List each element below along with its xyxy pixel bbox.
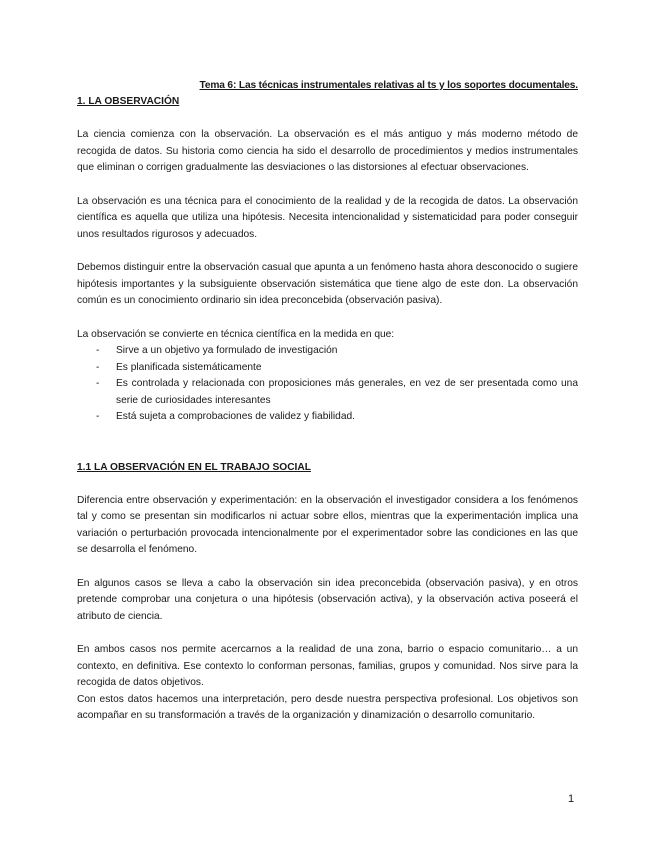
section-1-title: 1. LA OBSERVACIÓN [77, 96, 180, 107]
section-1-paragraph-1: La ciencia comienza con la observación. La observación es el más antiguo y más moderno método de recogida de datos. Su historia como ciencia ha sido el desarrollo de procedimientos y medios instrumentales que eliminan o corrigen gradualmente las desviaciones o las distorsiones al efectuar observaciones. [77, 129, 578, 173]
section-2-paragraph-2: En algunos casos se lleva a cabo la observación sin idea preconcebida (observación pasiva), y en otros pretende comprobar una conjetura o una hipótesis (observación activa), y la observación activa poseerá el atributo de ciencia. [77, 577, 578, 622]
section-1-paragraph-2: La observación es una técnica para el conocimiento de la realidad y de la recogida de datos. La observación científica es aquella que utiliza una hipótesis. Necesita intencionalidad y sistematicidad para poder conseguir unos resultados rigurosos y adecuados. [77, 195, 578, 240]
section-2-paragraph-1: Diferencia entre observación y experimentación: en la observación el investigador considera a los fenómenos tal y como se presentan sin modificarlos ni actuar sobre ellos, mientras que la experimentación implica una variación o perturbación provocada intencionalmente por el experimentador sobre las condiciones en las que se desarrolla el fenómeno. [77, 494, 578, 555]
list-item [77, 376, 578, 409]
document-header: Tema 6: Las técnicas instrumentales relativas al ts y los soportes documentales. [199, 80, 578, 91]
page-content [77, 78, 578, 725]
bullet-dash: - [96, 361, 100, 373]
bullet-dash: - [96, 411, 100, 422]
section-1-paragraph-3: Debemos distinguir entre la observación casual que apunta a un fenómeno hasta ahora desconocido o sugiere hipótesis importantes y la subsiguiente observación sistemática que tiene algo de este don. La observación común es un conocimiento ordinario sin idea preconcebida (observación pasiva). [77, 262, 578, 306]
list-item-text: Sirve a un objetivo ya formulado de investigación [116, 345, 338, 356]
section-2-paragraph-3: En ambos casos nos permite acercarnos a la realidad de una zona, barrio o espacio comunitario… a un contexto, en definitiva. Ese contexto lo conforman personas, familias, grupos y comunidad. Nos sirve para la recogida de datos objetivos. [77, 644, 578, 688]
list-intro: La observación se convierte en técnica científica en la medida en que: [77, 328, 395, 340]
page-number: 1 [568, 793, 575, 805]
list-item-text: Es planificada sistemáticamente [116, 361, 262, 373]
bullet-dash: - [96, 345, 100, 356]
list-item-text: Está sujeta a comprobaciones de validez y fiabilidad. [116, 411, 355, 422]
list-item [77, 360, 578, 377]
bullet-dash: - [96, 378, 100, 389]
list-item [77, 343, 578, 360]
section-2-paragraph-4: Con estos datos hacemos una interpretación, pero desde nuestra perspectiva profesional. Los objetivos son acompañar en su transformación a través de la organización y dinamización o desarrollo comunitario. [77, 693, 578, 721]
criteria-list [77, 343, 578, 426]
list-item [77, 409, 578, 426]
section-2-title: 1.1 LA OBSERVACIÓN EN EL TRABAJO SOCIAL [77, 461, 311, 473]
list-item-text: Es controlada y relacionada con proposiciones más generales, en vez de ser presentada como una serie de curiosidades interesantes [116, 378, 578, 406]
